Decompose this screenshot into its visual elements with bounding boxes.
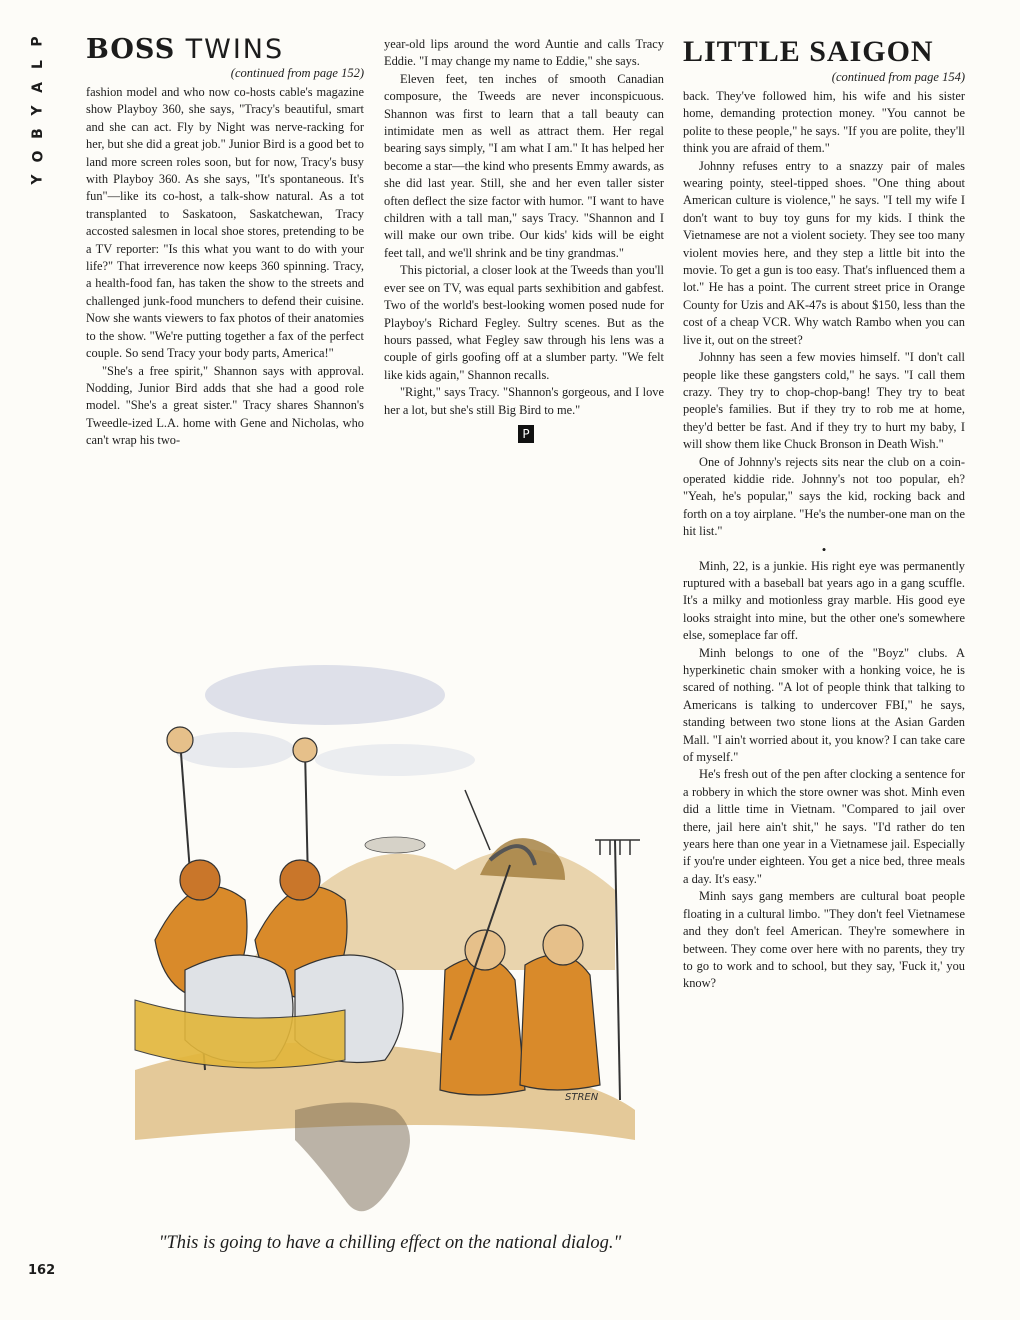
little-saigon-column [683, 36, 965, 1286]
sky-wash [205, 665, 445, 725]
continued-from-note: (continued from page 154) [831, 70, 965, 84]
little-saigon-headline: LITTLE SAIGON [683, 36, 934, 68]
side-brand-letter: O [30, 149, 46, 163]
rake-handle [615, 840, 620, 1100]
peasant-figure [520, 955, 600, 1090]
article-paragraph: year-old lips around the word Auntie and calls Tracy Eddie. "I may change my name to Eddie," she says. [384, 37, 664, 69]
sky-wash [315, 744, 475, 776]
hut-pole [465, 790, 490, 850]
section-separator: • [821, 541, 827, 557]
article-paragraph: fashion model and who now co-hosts cable's magazine show Playboy 360, she says, "Tracy's beautiful, smart and she can act. Fly by Night was nerve-racking for her, but she did a great job." Junior Bird is a good bet to land more screen roles soon, but for now, Tracy's busy with Playboy 360. As she says, "It's spontaneous. It's fun"—like its co-host, a talk-show natural. As a tot transplanted to Saskatoon, Saskatchewan, Tracy accosted salesmen in local shoe stores, pretending to be a TV reporter: "Is this what you want to do with your life?" That irreverence now keeps 360 spinning. Tracy, a health-food fan, has taken the show to the streets and challenged junk-food munchers to defend their cuisine. Now she wants viewers to fax photos of their anatomies to the show. "We're putting together a fax of the perfect couple. So send Tracy your body parts, America!" [86, 85, 364, 361]
article-paragraph: back. They've followed him, his wife and his sister home, demanding protection money. "You cannot be polite to these people," he says. "If you are polite, they'll think you are afraid of them." [683, 89, 965, 156]
continued-from-note: (continued from page 152) [230, 66, 364, 80]
article-paragraph: Minh says gang members are cultural boat people floating in a cultural limbo. "They don't feel Vietnamese and they don't feel American. They're somewhere in between. They come over here with no parents, they try to go to work and to school, but they say, 'Fuck it,' you know? [683, 889, 965, 991]
article-paragraph: One of Johnny's rejects sits near the club on a coin-operated kiddie ride. Johnny's not too popular, eh? "Yeah, he's popular," says the kid, rocking back and forth on a toy airplane. "He's the number-one man on the hit list." [683, 454, 965, 539]
boss-twins-column-2 [384, 36, 664, 596]
side-brand-letter: Y [29, 104, 46, 116]
side-brand-letter: L [29, 59, 46, 69]
side-brand-letter: P [29, 35, 46, 47]
side-brand-letter: A [30, 81, 46, 93]
article-paragraph: Johnny refuses entry to a snazzy pair of males wearing pointy, steel-tipped shoes. "One thing about American culture is violence," he says. "I tell my wife I don't want to buy toy guns for my kids. I think the Vietnamese are not a violent society. They see too many violent movies here, and they step a little bit into the movie. To get a gun is too easy. That's influenced them a lot." He has a point. The current street price in Orange County for Uzis and AK-47s is about $150, less than the cost of a cheap VCR. Why watch Rambo when you can live it, out on the street? [683, 158, 965, 347]
article-paragraph: Johnny has seen a few movies himself. "I don't call people like these gangsters cold," he says. "I call them crazy. They try to chop-chop-bang! They try to beat people's families. But if they try to rob me at home, they'd better be fast. And if they try to hurt my baby, I will show them like Chuck Bronson in Death Wish." [683, 350, 965, 452]
article-paragraph: Minh belongs to one of the "Boyz" clubs. A hyperkinetic chain smoker with a honking voice, he is scared of nothing. "A lot of people think that talking to Americans is talking to undercover FBI," he says, standing between two stone lions at the Asian Garden Mall. "I ain't worried about it, you know? I can take care of myself." [683, 645, 965, 765]
side-brand-letter: B [29, 127, 46, 139]
article-paragraph: This pictorial, a closer look at the Tweeds than you'll ever see on TV, was equal parts sexhibition and gabfest. Two of the world's best-looking women posed nude for Playboy's Richard Fegley. Sultry scenes. But as the hours passed, what Fegley saw through his lens was a couple of girls goofing off at a slumber party. "We felt like kids again," Shannon recalls. [384, 263, 664, 382]
cartoon-illustration [95, 640, 685, 1230]
head-on-pike [167, 727, 193, 753]
boss-twins-headline [86, 36, 364, 64]
page-number: 162 [28, 1263, 56, 1278]
puddle [295, 1103, 410, 1212]
headline-thin: TWINS [185, 36, 285, 65]
article-paragraph: Eleven feet, ten inches of smooth Canadian composure, the Tweeds are never inconspicuous. Shannon was first to learn that a tall beauty can intimidate men as well as attract them. Her regal bearing says simply, "I am what I am." It has helped her become a star—the kind who presents Emmy awards, as she did last year. Still, she and her even taller sister often deflect the size factor with humor. "I want to have children with a tall man," says Tracy. "Shannon and I will make our own tribe. Our kids' kids will be eight feet tall, and we'll shrink and be tiny grandmas." [384, 71, 664, 260]
warrior-helmet [180, 860, 220, 900]
distant-crowd [365, 837, 425, 853]
side-brand-logo [28, 32, 48, 188]
cartoon-caption: "This is going to have a chilling effect on the national dialog." [158, 1233, 622, 1253]
playboy-bunny-endmark-icon: P [518, 425, 534, 443]
peasant-head [543, 925, 583, 965]
warrior-helmet [280, 860, 320, 900]
headline-bold: BOSS [86, 36, 176, 65]
boss-twins-column-1 [86, 36, 364, 596]
rake-head [595, 840, 640, 855]
artist-signature: STREN [565, 1092, 599, 1103]
article-paragraph: "She's a free spirit," Shannon says with approval. Nodding, Junior Bird adds that she had a good role model. "She's a great sister." Tracy shares Shannon's Tweedle-ized L.A. home with Gene and Nicholas, who can't wrap his two- [86, 363, 364, 448]
article-paragraph: He's fresh out of the pen after clocking a sentence for a robbery in which the store owner was shot. Minh even did a little time in Vietnam. "Compared to jail over there, jail here ain't shit," he says. "I'd rather do ten years here than one year in a Vietnamese jail. Especially if you're under eighteen. You get a nice bed, three meals a day. It's easy." [683, 767, 965, 886]
side-brand-letter: Y [29, 173, 46, 185]
head-on-pike [293, 738, 317, 762]
peasant-figure [440, 957, 525, 1095]
article-paragraph: "Right," says Tracy. "Shannon's gorgeous, and I love her a lot, but she's still Big Bird to me." [384, 385, 664, 417]
article-paragraph: Minh, 22, is a junkie. His right eye was permanently ruptured with a baseball bat years ago in a gang scuffle. It's a milky and motionless gray marble. His good eye looks straight into mine, but the other one's somewhere else, someplace far off. [683, 558, 965, 643]
